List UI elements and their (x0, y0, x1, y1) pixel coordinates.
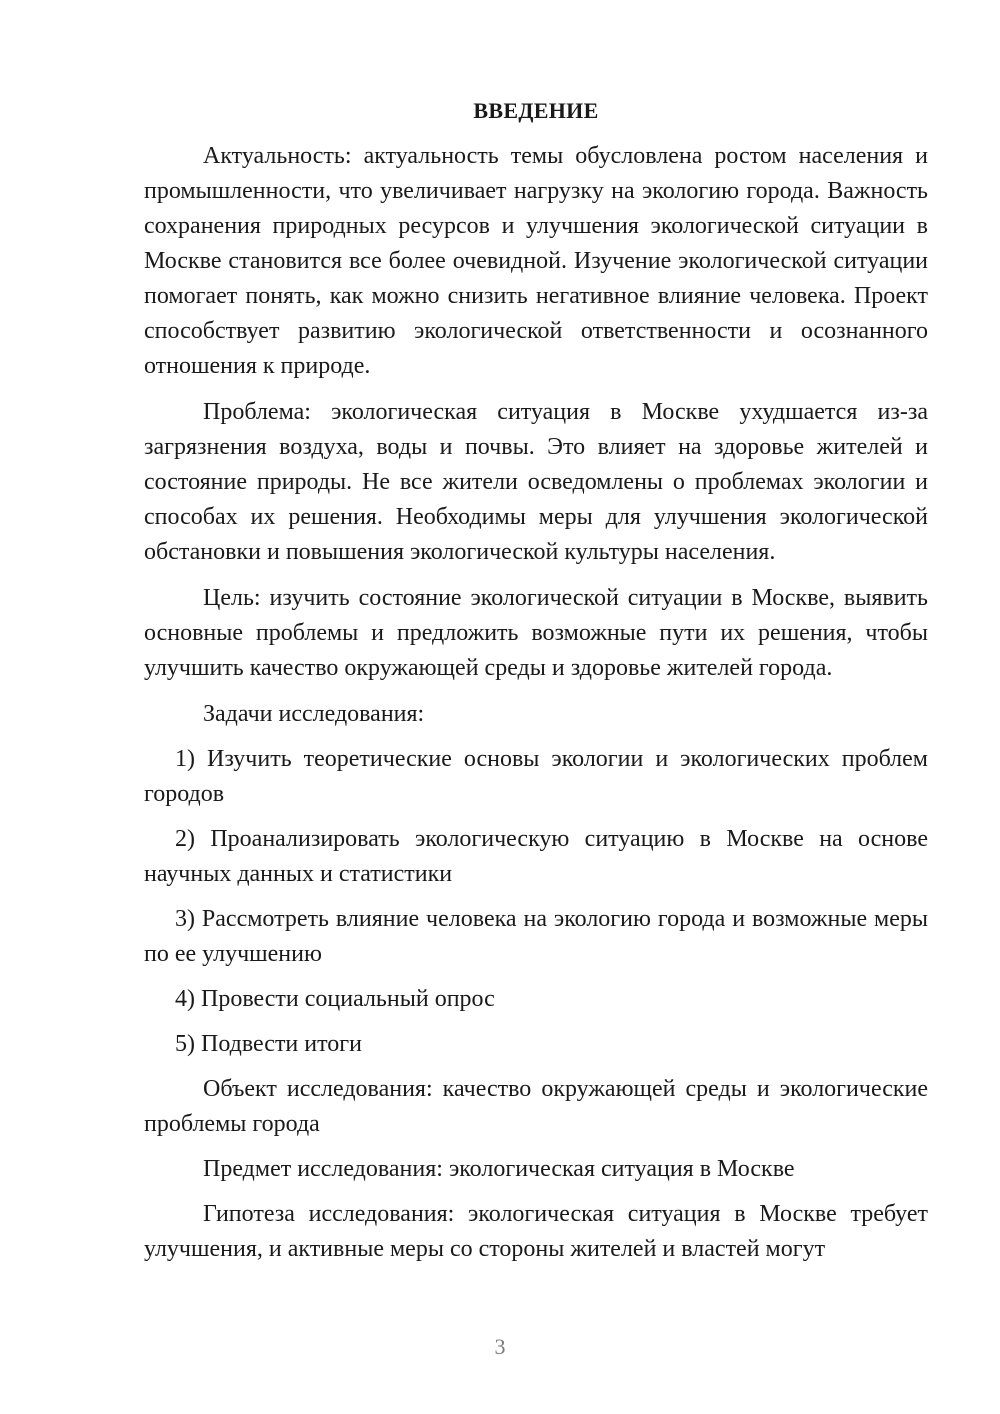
task-item-5: 5) Подвести итоги (175, 1031, 362, 1057)
page-title: ВВЕДЕНИЕ (473, 98, 599, 123)
task-item-1: 1) Изучить теоретические основы экологии и экологических проблем городов (144, 746, 928, 807)
paragraph-relevance: Актуальность: актуальность темы обусловлена ростом населения и промышленности, что увеличивает нагрузку на экологию города. Важность сохранения природных ресурсов и улучшения экологической ситуации в Москве становится все более очевидной. Изучение экологической ситуации помогает понять, как можно снизить негативное влияние человека. Проект способствует развитию экологической ответственности и осознанного отношения к природе. (144, 143, 928, 379)
task-item-2: 2) Проанализировать экологическую ситуацию в Москве на основе научных данных и статистики (144, 826, 928, 887)
tasks-heading: Задачи исследования: (203, 701, 425, 727)
task-item-3: 3) Рассмотреть влияние человека на экологию города и возможные меры по ее улучшению (144, 906, 928, 967)
paragraph-hypothesis: Гипотеза исследования: экологическая ситуация в Москве требует улучшения, и активные меры со стороны жителей и властей могут (144, 1201, 928, 1262)
paragraph-object: Объект исследования: качество окружающей среды и экологические проблемы города (144, 1076, 928, 1137)
paragraph-goal: Цель: изучить состояние экологической ситуации в Москве, выявить основные проблемы и предложить возможные пути их решения, чтобы улучшить качество окружающей среды и здоровье жителей города. (144, 585, 928, 681)
page-number: 3 (494, 1334, 506, 1359)
paragraph-problem: Проблема: экологическая ситуация в Москве ухудшается из-за загрязнения воздуха, воды и почвы. Это влияет на здоровье жителей и состояние природы. Не все жители осведомлены о проблемах экологии и способах их решения. Необходимы меры для улучшения экологической обстановки и повышения экологической культуры населения. (144, 399, 928, 565)
task-item-4: 4) Провести социальный опрос (175, 986, 495, 1012)
paragraph-subject: Предмет исследования: экологическая ситуация в Москве (203, 1156, 795, 1182)
document-body (144, 93, 928, 1267)
